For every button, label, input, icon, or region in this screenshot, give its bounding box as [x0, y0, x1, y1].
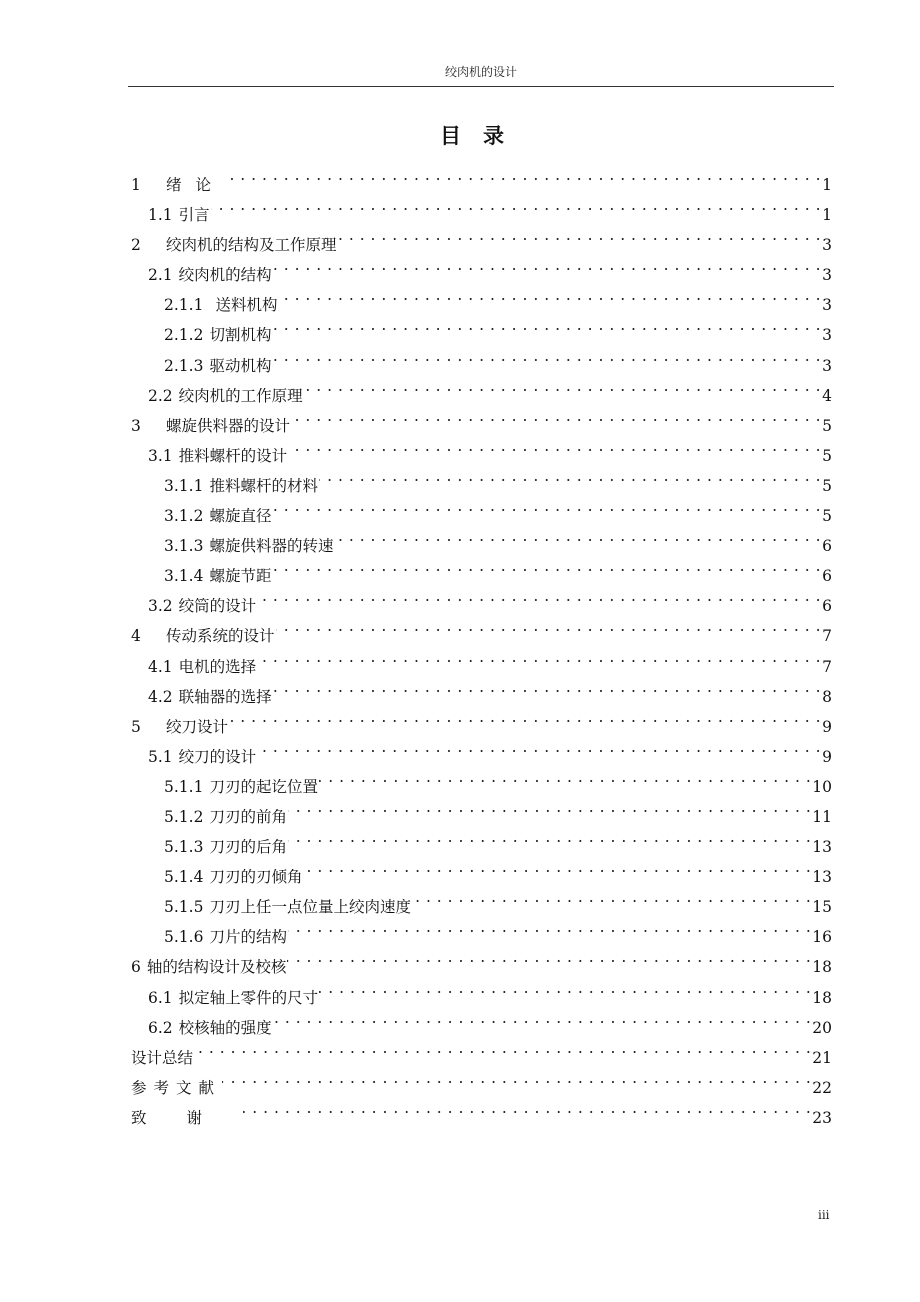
toc-entry-page: 1: [822, 206, 832, 225]
toc-dot-leader: [273, 1003, 812, 1033]
toc-entry-page: 7: [822, 627, 832, 646]
toc-entry-number: 3.1.2: [164, 507, 204, 526]
toc-dot-leader: [291, 401, 821, 431]
toc-entry-number: 4.1: [148, 657, 173, 676]
toc-entry-number: 2.1.3: [164, 356, 204, 375]
toc-entry-number: 5.1.5: [164, 898, 204, 917]
toc-entry-page: 4: [822, 386, 832, 405]
toc-dot-leader: [272, 310, 821, 340]
toc-entry-number: 3.1.3: [164, 537, 204, 556]
toc-entry-page: 5: [822, 476, 832, 495]
toc-entry-page: 22: [812, 1078, 832, 1097]
toc-dot-leader: [288, 431, 821, 461]
toc-dot-leader: [194, 1033, 811, 1063]
toc-dot-leader: [412, 882, 811, 912]
toc-entry-1[interactable]: [131, 160, 832, 194]
toc-entry-page: 20: [812, 1018, 832, 1037]
toc-entry-page: 7: [822, 657, 832, 676]
toc-entry-page: 3: [822, 326, 832, 345]
toc-dot-leader: [257, 732, 821, 762]
toc-entry-page: 3: [822, 266, 832, 285]
toc-entry-page: 13: [812, 838, 832, 857]
toc-entry-label: 绞刀设计: [166, 717, 229, 736]
toc-entry-label: 设计总结: [131, 1048, 194, 1067]
toc-entry-label: 绪论: [166, 176, 226, 194]
toc-entry-label: 拟定轴上零件的尺寸: [178, 988, 319, 1007]
toc-entry-label: 刀刃上任一点位量上绞肉速度: [209, 898, 411, 917]
running-header-title: 绞肉机的设计: [444, 65, 517, 79]
toc-entry-page: 11: [812, 807, 832, 826]
toc-entry-label: 螺旋节距: [209, 567, 272, 586]
toc-dot-leader: [222, 1063, 811, 1093]
toc-entry-number: 5.1.2: [164, 807, 204, 826]
toc-entry-label: 参考文献: [131, 1078, 222, 1097]
toc-entry-page: 6: [822, 597, 832, 616]
toc-entry-number: 5.1.4: [164, 868, 204, 887]
toc-entry-label: 刀刃的后角: [209, 838, 287, 857]
toc-entry-label: 传动系统的设计: [166, 627, 275, 646]
toc-entry-page: 6: [822, 567, 832, 586]
toc-dot-leader: [278, 280, 821, 310]
toc-entry-2[interactable]: [131, 220, 832, 255]
toc-dot-leader: [287, 942, 811, 972]
toc-entry-page: 9: [822, 747, 832, 766]
toc-entry-1-1[interactable]: [131, 190, 832, 225]
toc-entry-page: 6: [822, 537, 832, 556]
toc-dot-leader: [272, 491, 821, 521]
toc-entry-number: 6: [131, 958, 141, 977]
toc-entry-page: 5: [822, 416, 832, 435]
toc-dot-leader: [273, 250, 821, 280]
toc-entry-number: 2.1.2: [164, 326, 204, 345]
toc-entry-number: 3.1: [148, 446, 173, 465]
toc-entry-number: 3.1.4: [164, 567, 204, 586]
toc-entry-page: 18: [812, 958, 832, 977]
toc-dot-leader: [288, 822, 811, 852]
toc-entry-number: 6.2: [148, 1018, 173, 1037]
toc-entry-number: 4.2: [148, 687, 173, 706]
toc-entry-label: 送料机构: [215, 296, 278, 315]
toc-dot-leader: [319, 762, 811, 792]
toc-entry-label: 电机的选择: [178, 657, 257, 676]
toc-entry-label: 推料螺杆的设计: [178, 446, 288, 465]
toc-entry-label: 绞肉机的结构: [178, 266, 272, 285]
toc-entry-label: 绞筒的设计: [178, 597, 257, 616]
toc-entry-page: 21: [812, 1048, 832, 1067]
toc-entry-label: 螺旋供料器的设计: [166, 416, 291, 435]
toc-entry-label: 致谢: [131, 1108, 243, 1127]
toc-entry-label: 驱动机构: [209, 356, 272, 375]
toc-entry-label: 引言: [178, 206, 210, 225]
running-header: [128, 62, 834, 87]
toc-entry-number: 1.1: [148, 206, 173, 225]
toc-entry-label: 刀刃的刃倾角: [209, 868, 303, 887]
toc-entry-page: 8: [822, 687, 832, 706]
toc-entry-5[interactable]: [131, 702, 832, 736]
toc-entry-summary[interactable]: [131, 1033, 832, 1067]
toc-dot-leader: [338, 220, 821, 250]
toc-entry-label: 绞肉机的工作原理: [178, 386, 303, 405]
toc-entry-page: 13: [812, 868, 832, 887]
toc-entry-references[interactable]: [131, 1063, 832, 1097]
toc-dot-leader: [276, 611, 821, 641]
toc-dot-leader: [273, 672, 821, 702]
toc-entry-label: 轴的结构设计及校核: [146, 958, 287, 977]
toc-entry-page: 23: [812, 1108, 832, 1127]
toc-dot-leader: [319, 973, 811, 1003]
toc-entry-number: 3.2: [148, 597, 173, 616]
toc-dot-leader: [272, 341, 821, 371]
toc-dot-leader: [334, 521, 821, 551]
toc-entry-number: 2.2: [148, 386, 173, 405]
toc-entry-label: 校核轴的强度: [178, 1018, 272, 1037]
toc-dot-leader: [288, 912, 811, 942]
toc-dot-leader: [272, 551, 821, 581]
toc-dot-leader: [288, 792, 811, 822]
toc-entry-number: 2: [131, 236, 141, 255]
toc-entry-label: 推料螺杆的材料: [209, 476, 318, 495]
toc-entry-number: 5.1: [148, 747, 173, 766]
toc-entry-number: 3: [131, 416, 141, 435]
toc-dot-leader: [243, 1093, 811, 1123]
toc-entry-number: 3.1.1: [164, 476, 204, 495]
toc-dot-leader: [229, 702, 821, 732]
toc-entry-label: 联轴器的选择: [178, 687, 272, 706]
toc-entry-page: 5: [822, 507, 832, 526]
toc-entry-page: 18: [812, 988, 832, 1007]
toc-entry-number: 1: [131, 176, 141, 194]
toc-entry-label: 刀刃的起讫位置: [209, 777, 318, 796]
toc-entry-page: 1: [822, 176, 832, 194]
toc-dot-leader: [226, 160, 821, 190]
toc-entry-page: 9: [822, 717, 832, 736]
toc-entry-page: 16: [812, 928, 832, 947]
toc-dot-leader: [211, 190, 821, 220]
page-number: iii: [818, 1208, 830, 1222]
toc-entry-label: 绞肉机的结构及工作原理: [166, 236, 337, 255]
toc-entry-page: 10: [812, 777, 832, 796]
toc-entry-page: 3: [822, 296, 832, 315]
toc-entry-number: 4: [131, 627, 141, 646]
toc-entry-number: 5.1.3: [164, 838, 204, 857]
toc-entry-number: 2.1.1: [164, 296, 204, 315]
toc-dot-leader: [303, 852, 811, 882]
toc-entry-page: 5: [822, 446, 832, 465]
toc-dot-leader: [319, 461, 821, 491]
toc-entry-label: 刀片的结构: [209, 928, 287, 947]
toc-entry-page: 3: [822, 236, 832, 255]
toc-entry-number: 5.1.1: [164, 777, 204, 796]
table-of-contents: [131, 160, 832, 1127]
toc-entry-label: 刀刃的前角: [209, 807, 287, 826]
toc-entry-label: 螺旋供料器的转速: [209, 537, 334, 556]
toc-title: 目录: [440, 124, 526, 148]
toc-entry-label: 螺旋直径: [209, 507, 272, 526]
toc-entry-label: 绞刀的设计: [178, 747, 257, 766]
toc-entry-number: 2.1: [148, 266, 173, 285]
toc-entry-5-1[interactable]: [131, 732, 832, 766]
toc-dot-leader: [257, 642, 821, 672]
toc-entry-page: 15: [812, 898, 832, 917]
toc-entry-number: 5: [131, 717, 141, 736]
toc-dot-leader: [257, 581, 821, 611]
toc-entry-label: 切割机构: [209, 326, 272, 345]
toc-entry-page: 3: [822, 356, 832, 375]
toc-entry-number: 5.1.6: [164, 928, 204, 947]
toc-dot-leader: [304, 371, 821, 401]
toc-entry-number: 6.1: [148, 988, 173, 1007]
toc-entry-acknowledgements[interactable]: [131, 1093, 832, 1127]
